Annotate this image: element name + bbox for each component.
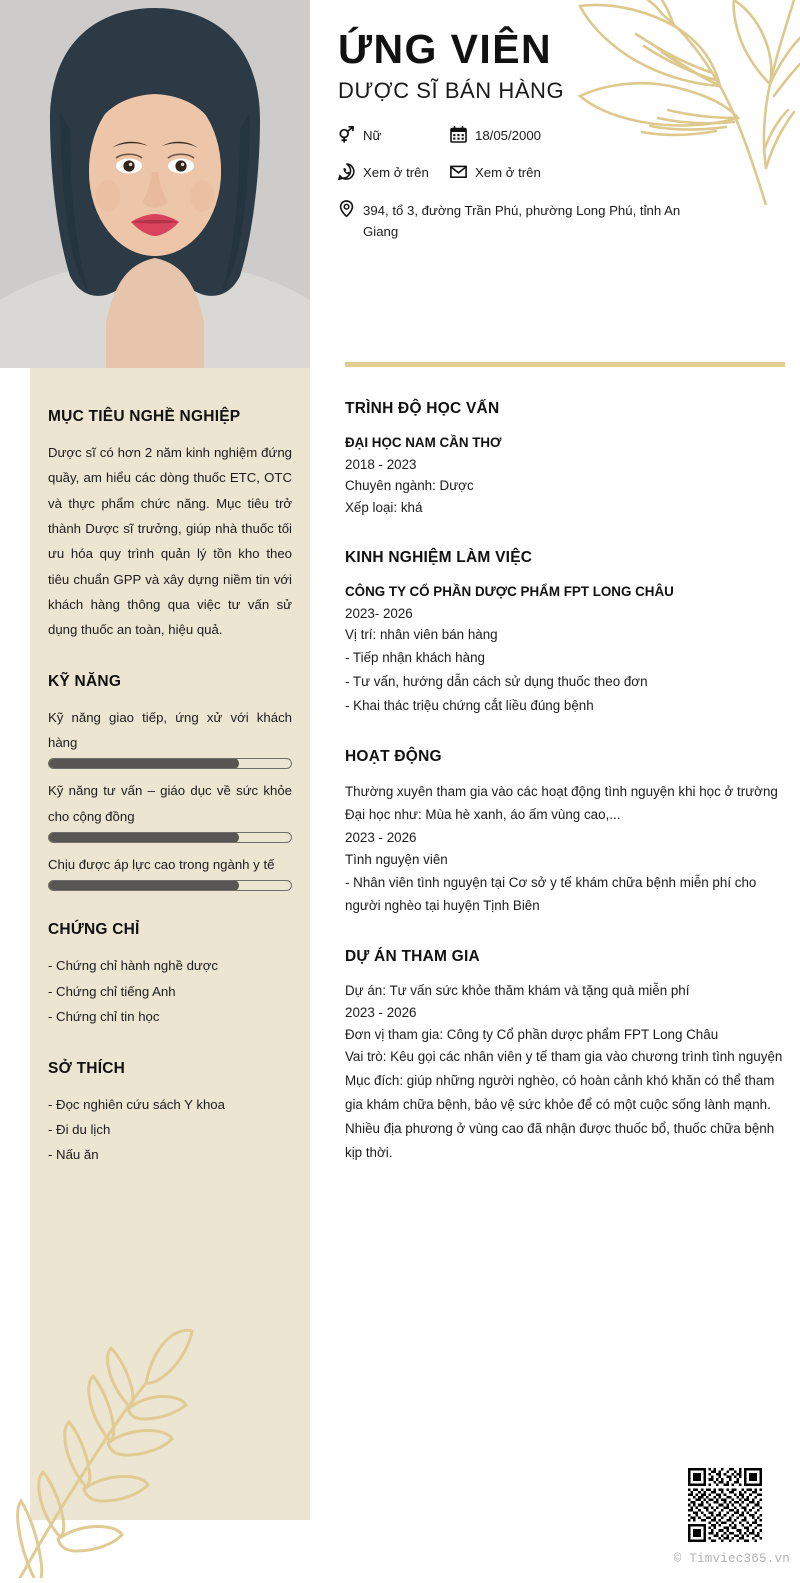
contact-email xyxy=(450,163,541,183)
phone-icon xyxy=(338,163,355,180)
contact-address xyxy=(338,200,708,243)
header xyxy=(338,28,788,259)
project-name: Dự án: Tư vấn sức khỏe thăm khám và tặng quà miễn phí xyxy=(345,983,690,999)
list-item: - Đọc nghiên cứu sách Y khoa xyxy=(48,1096,225,1112)
skill-item xyxy=(48,852,292,891)
gold-divider xyxy=(345,362,785,367)
section-hobbies xyxy=(48,1060,292,1168)
skill-label: Chịu được áp lực cao trong ngành y tế xyxy=(48,857,275,873)
activities-heading: HOẠT ĐỘNG xyxy=(345,747,442,765)
candidate-name: ỨNG VIÊN xyxy=(338,26,553,72)
experience-years: 2023- 2026 xyxy=(345,605,413,621)
education-grade: Xếp loại: khá xyxy=(345,500,423,516)
contact-row xyxy=(338,126,788,146)
section-objective xyxy=(48,408,292,643)
activities-detail: - Nhân viên tình nguyện tại Cơ sở y tế khám chữa bệnh miễn phí cho người nghèo tại huyện Tịnh Biên xyxy=(345,874,757,914)
skill-progress-bar xyxy=(48,832,292,843)
list-item: - Đi du lịch xyxy=(48,1121,111,1137)
section-experience xyxy=(345,549,790,718)
experience-duty: - Khai thác triệu chứng cắt liều đúng bệnh xyxy=(345,697,594,713)
education-major: Chuyên ngành: Dược xyxy=(345,478,474,494)
objective-text: Dược sĩ có hơn 2 năm kinh nghiệm đứng quầy, am hiểu các dòng thuốc ETC, OTC và thực phẩm chức năng. Mục tiêu trở thành Dược sĩ trưởng, giúp nhà thuốc tối ưu hóa quy trình quản lý tồn kho theo tiêu chuẩn GPP và xây dựng niềm tin với khách hàng thông qua việc tư vấn sử dụng thuốc an toàn, hiệu quả. xyxy=(48,445,292,638)
skill-item xyxy=(48,705,292,770)
contact-gender xyxy=(338,126,450,146)
activities-role: Tình nguyện viên xyxy=(345,851,448,867)
gender-value: Nữ xyxy=(363,128,382,144)
contact-birthday xyxy=(450,126,541,146)
project-role: Vai trò: Kêu gọi các nhân viên y tế tham gia vào chương trình tình nguyện xyxy=(345,1049,783,1065)
education-school: ĐẠI HỌC NAM CẦN THƠ xyxy=(345,435,502,450)
mail-icon xyxy=(450,163,467,180)
sidebar xyxy=(30,368,310,1520)
skill-progress-fill xyxy=(48,880,239,891)
skill-progress-bar xyxy=(48,758,292,769)
certificates-heading: CHỨNG CHỈ xyxy=(48,921,140,939)
section-certificates xyxy=(48,921,292,1029)
email-value: Xem ở trên xyxy=(475,164,541,180)
address-value: 394, tổ 3, đường Trần Phú, phường Long Phú, tỉnh An Giang xyxy=(363,202,681,240)
project-unit: Đơn vị tham gia: Công ty Cổ phần dược phẩm FPT Long Châu xyxy=(345,1026,719,1042)
education-heading: TRÌNH ĐỘ HỌC VẤN xyxy=(345,400,500,417)
skill-label: Kỹ năng giao tiếp, ứng xử với khách hàng xyxy=(48,709,292,751)
contact-row xyxy=(338,200,788,243)
section-activities xyxy=(345,748,790,919)
candidate-photo xyxy=(0,0,310,368)
education-years: 2018 - 2023 xyxy=(345,456,417,472)
skill-item xyxy=(48,778,292,843)
contact-phone xyxy=(338,163,450,183)
list-item: - Chứng chỉ tiếng Anh xyxy=(48,983,176,999)
objective-heading: MỤC TIÊU NGHỀ NGHIỆP xyxy=(48,408,241,425)
experience-company: CÔNG TY CỔ PHẦN DƯỢC PHẨM FPT LONG CHÂU xyxy=(345,583,674,599)
skill-progress-fill xyxy=(48,832,239,843)
candidate-role: DƯỢC SĨ BÁN HÀNG xyxy=(338,78,565,104)
activities-summary: Thường xuyên tham gia vào các hoạt động tình nguyện khi học ở trường Đại học như: Mùa hè xanh, áo ấm vùng cao,... xyxy=(345,783,778,823)
experience-duty: - Tư vấn, hướng dẫn cách sử dụng thuốc theo đơn xyxy=(345,673,648,689)
project-years: 2023 - 2026 xyxy=(345,1005,417,1021)
birthday-value: 18/05/2000 xyxy=(475,128,542,144)
projects-heading: DỰ ÁN THAM GIA xyxy=(345,948,480,966)
project-purpose: Mục đích: giúp những người nghèo, có hoàn cảnh khó khăn có thể tham gia khám chữa bệnh, bảo vệ sức khỏe để có một cuộc sống lành mạnh. Nhiều địa phương ở vùng cao đã nhận được thuốc bổ, thuốc chữa bệnh kịp thời. xyxy=(345,1073,775,1160)
phone-value: Xem ở trên xyxy=(363,164,429,180)
gender-icon xyxy=(338,126,355,143)
watermark: © Timviec365.vn xyxy=(673,1552,790,1566)
qr-code xyxy=(688,1468,762,1542)
section-education xyxy=(345,400,790,519)
section-projects xyxy=(345,948,790,1164)
skill-label: Kỹ năng tư vấn – giáo dục về sức khỏe cho cộng đồng xyxy=(48,783,292,824)
list-item: - Chứng chỉ hành nghề dược xyxy=(48,958,219,974)
skill-progress-fill xyxy=(48,758,239,769)
experience-position: Vị trí: nhân viên bán hàng xyxy=(345,627,498,643)
list-item: - Nấu ăn xyxy=(48,1147,99,1163)
list-item: - Chứng chỉ tin học xyxy=(48,1009,160,1025)
skill-progress-bar xyxy=(48,880,292,891)
contact-row xyxy=(338,163,788,183)
skills-heading: KỸ NĂNG xyxy=(48,672,122,690)
hobbies-heading: SỞ THÍCH xyxy=(48,1059,126,1077)
experience-heading: KINH NGHIỆM LÀM VIỆC xyxy=(345,548,533,566)
activities-years: 2023 - 2026 xyxy=(345,830,417,846)
calendar-icon xyxy=(450,126,467,143)
location-pin-icon xyxy=(338,200,355,217)
experience-duty: - Tiếp nhận khách hàng xyxy=(345,649,485,665)
main-column xyxy=(345,400,790,1195)
contact-info xyxy=(338,126,788,242)
section-skills xyxy=(48,673,292,892)
